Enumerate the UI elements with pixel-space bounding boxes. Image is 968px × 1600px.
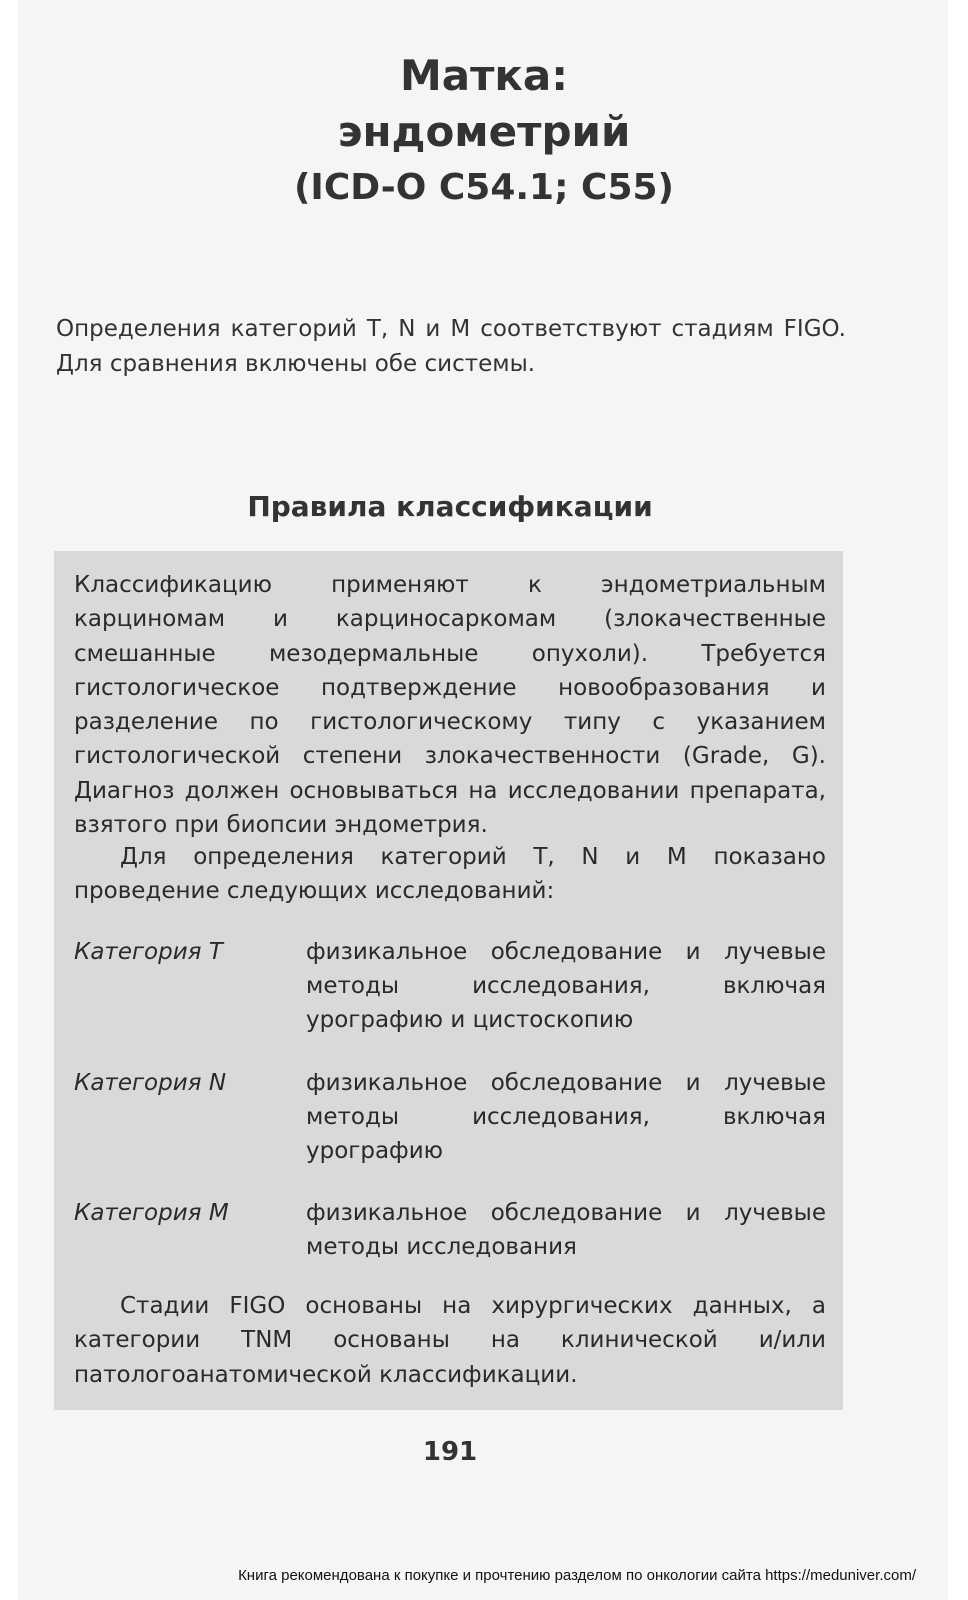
page-number: 191 [422, 1437, 478, 1467]
category-n-label: Категория N [74, 1070, 227, 1096]
category-m-description: физикальное обследование и лучевые методы исследования [306, 1200, 826, 1260]
chapter-title-line2: эндометрий [337, 107, 631, 156]
section-heading: Правила классификации [247, 490, 653, 523]
footer-note: Книга рекомендована к покупке и прочтению разделом по онкологии сайта https://meduniver.com/ [238, 1567, 916, 1584]
rules-paragraph-2: Для определения категорий T, N и M показано проведение следующих исследований: [74, 844, 826, 905]
category-n-description: физикальное обследование и лучевые методы исследования, включая урографию [306, 1070, 826, 1164]
chapter-title-line1: Матка: [399, 51, 569, 100]
category-t-description: физикальное обследование и лучевые методы исследования, включая урографию и цистоскопию [306, 939, 826, 1033]
category-m-label: Категория M [74, 1200, 229, 1226]
rules-paragraph-1: Классификацию применяют к эндометриальным карциномам и карциносаркомам (злокачественные смешанные мезодермальные опухоли). Требуется гистологическое подтверждение новообразования и разделение по гистологическому типу с указанием гистологической степени злокачественности (Grade, G). Диагноз должен основываться на исследовании препарата, взятого при биопсии эндометрия. [74, 572, 826, 839]
rules-paragraph-3: Стадии FIGO основаны на хирургических данных, а категории TNM основаны на клинической и/или патологоанатомической классификации. [74, 1293, 826, 1388]
chapter-title-codes: (ICD-O C54.1; C55) [293, 167, 675, 208]
category-t-label: Категория T [74, 939, 223, 965]
intro-paragraph: Определения категорий T, N и M соответствуют стадиям FIGO. Для сравнения включены обе системы. [56, 316, 846, 377]
